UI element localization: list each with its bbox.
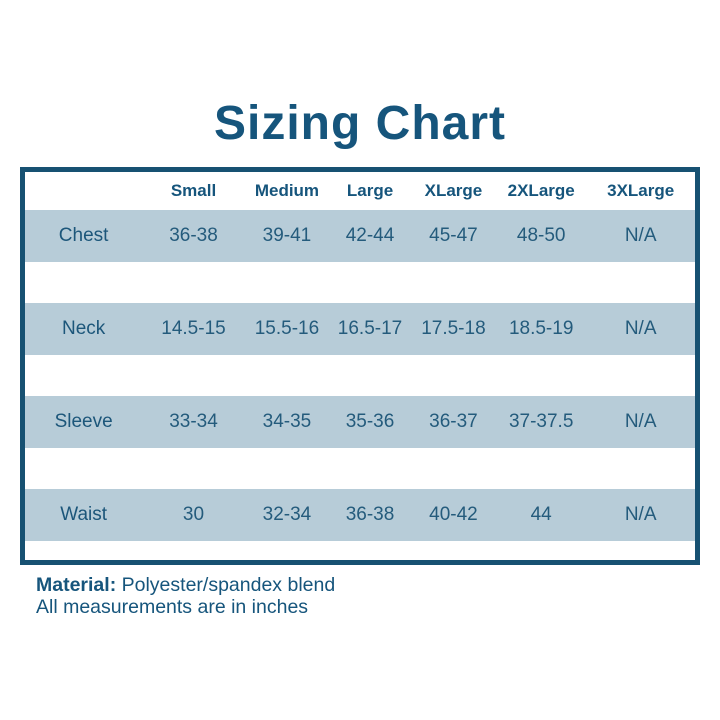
size-value: N/A xyxy=(624,411,657,432)
row-label: Sleeve xyxy=(54,411,113,432)
column-header-medium: Medium xyxy=(254,181,320,200)
row-spacer xyxy=(25,355,695,396)
material-note xyxy=(36,574,335,596)
size-value: 39-41 xyxy=(262,225,312,246)
column-header-2xlarge: 2XLarge xyxy=(507,181,575,200)
size-value: 42-44 xyxy=(345,225,395,246)
table-row-sleeve xyxy=(25,396,695,448)
row-label: Neck xyxy=(61,318,106,339)
row-label: Chest xyxy=(58,225,109,246)
sizing-table xyxy=(20,167,700,565)
size-value: 35-36 xyxy=(345,411,395,432)
size-value: 36-38 xyxy=(345,504,395,525)
size-value: 37-37.5 xyxy=(508,411,574,432)
table-row-chest xyxy=(25,210,695,262)
page-title: Sizing Chart xyxy=(213,97,506,150)
row-label: Waist xyxy=(60,504,108,525)
size-value: 14.5-15 xyxy=(161,318,226,339)
size-value: 48-50 xyxy=(516,225,566,246)
size-value: 17.5-18 xyxy=(421,318,486,339)
row-spacer xyxy=(25,448,695,489)
size-value: 36-37 xyxy=(429,411,478,432)
material-value: Polyester/spandex blend xyxy=(121,574,336,596)
size-value: 32-34 xyxy=(262,504,312,525)
size-value: 16.5-17 xyxy=(337,318,403,339)
size-value: 40-42 xyxy=(429,504,478,525)
size-value: N/A xyxy=(624,318,657,339)
material-label: Material: xyxy=(36,574,117,596)
units-note: All measurements are in inches xyxy=(36,596,309,618)
table-row-waist xyxy=(25,489,695,541)
size-value: 45-47 xyxy=(429,225,478,246)
size-value: N/A xyxy=(624,504,657,525)
column-header-large: Large xyxy=(346,181,394,200)
column-header-small: Small xyxy=(170,181,217,200)
size-value: 36-38 xyxy=(169,225,218,246)
table-header-row xyxy=(25,172,695,210)
size-value: N/A xyxy=(624,225,657,246)
row-spacer xyxy=(25,262,695,303)
table-row-neck xyxy=(25,303,695,355)
size-value: 33-34 xyxy=(169,411,218,432)
size-value: 15.5-16 xyxy=(254,318,320,339)
size-value: 34-35 xyxy=(262,411,312,432)
table-body xyxy=(25,210,695,541)
size-value: 30 xyxy=(182,504,205,525)
footer-notes xyxy=(36,574,335,618)
size-value: 44 xyxy=(530,504,552,525)
column-header-xlarge: XLarge xyxy=(424,181,483,200)
size-value: 18.5-19 xyxy=(508,318,574,339)
column-header-3xlarge: 3XLarge xyxy=(607,181,675,200)
